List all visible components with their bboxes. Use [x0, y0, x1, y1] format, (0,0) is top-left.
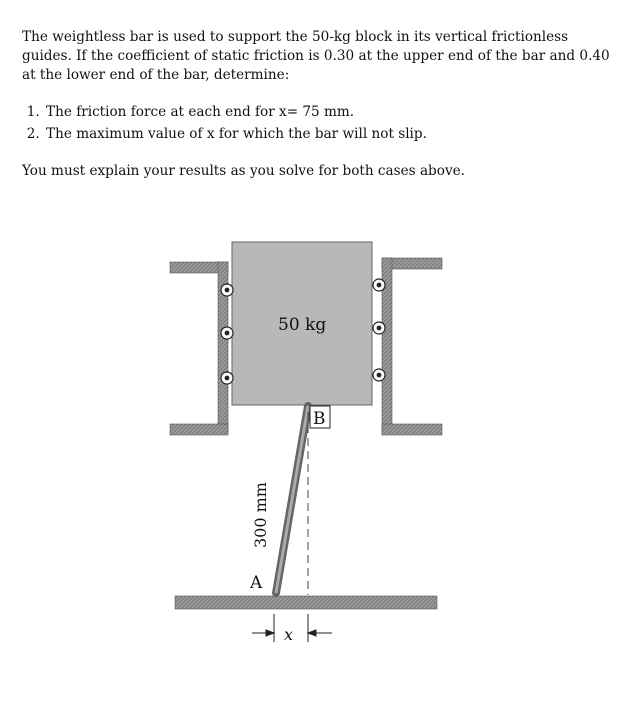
instruction-note: You must explain your results as you solve for both cases above. [22, 163, 465, 179]
right-guide [382, 258, 442, 435]
length-label: 300 mm [251, 482, 270, 548]
problem-figure [160, 230, 450, 650]
left-guide [170, 262, 228, 435]
ground [175, 596, 437, 609]
mass-label: 50 kg [278, 315, 327, 335]
task-list [22, 103, 612, 144]
figure-drawing [160, 230, 450, 650]
problem-statement: The weightless bar is used to support the 50-kg block in its vertical frictionless guides. If the coefficient of static friction is 0.30 at the upper end of the bar and 0.40 at the lower end of the bar, determine: [22, 29, 610, 83]
problem-text [22, 28, 612, 181]
x-label: x [284, 625, 294, 644]
point-a-label: A [250, 573, 263, 593]
task-item-2: 2. The maximum value of x for which the bar will not slip. [44, 125, 612, 144]
point-b-label: B [313, 409, 326, 429]
task-item-1: 1. The friction force at each end for x= 75 mm. [44, 103, 612, 122]
